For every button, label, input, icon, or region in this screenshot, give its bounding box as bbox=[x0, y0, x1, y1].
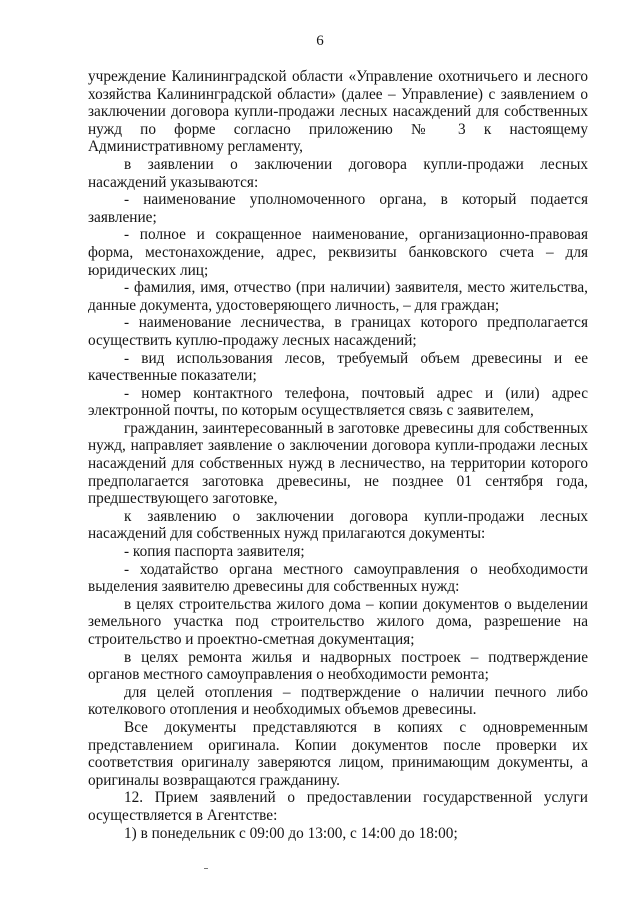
paragraph-continuation: учреждение Калининградской области «Управление охотничьего и лесного хозяйства Калининградской области» (далее – Управление) с заявлением о заключении договора купли-продажи лесных насаждений для собственных нужд по форме согласно приложению № 3 к настоящему Административному регламенту, bbox=[88, 68, 588, 156]
paragraph-house-repair: в целях ремонта жилья и надворных построек – подтверждение органов местного самоуправления о необходимости ремонта; bbox=[88, 648, 588, 684]
paragraph-house-construction: в целях строительства жилого дома – копии документов о выделении земельного участка под строительство жилого дома, разрешение на строительство и проектно-сметная документация; bbox=[88, 595, 588, 648]
list-item-forestry-name: - наименование лесничества, в границах которого предполагается осуществить куплю-продажу лесных насаждений; bbox=[88, 314, 588, 349]
list-item-legal-entity-details: - полное и сокращенное наименование, организационно-правовая форма, местонахождение, адрес, реквизиты банковского счета – для юридических лиц; bbox=[88, 226, 588, 279]
paragraph-application-contents-intro: в заявлении о заключении договора купли-продажи лесных насаждений указываются: bbox=[88, 155, 588, 191]
scan-mark bbox=[204, 868, 208, 869]
paragraph-heating: для целей отопления – подтверждение о наличии печного либо котелкового отопления и необходимых объемов древесины. bbox=[88, 683, 588, 719]
paragraph-document-copies: Все документы представляются в копиях с одновременным представлением оригинала. Копии документов после проверки их соответствия оригиналу заверяются лицом, принимающим документы, а оригиналы возвращаются гражданину. bbox=[88, 718, 588, 789]
list-item-citizen-details: - фамилия, имя, отчество (при наличии) заявителя, место жительства, данные документа, удостоверяющего личность, – для граждан; bbox=[88, 279, 588, 314]
paragraph-attached-documents-intro: к заявлению о заключении договора купли-продажи лесных насаждений для собственных нужд прилагаются документы: bbox=[88, 507, 588, 543]
list-item-passport-copy: - копия паспорта заявителя; bbox=[124, 543, 305, 561]
paragraph-section-12: 12. Прием заявлений о предоставлении государственной услуги осуществляется в Агентстве: bbox=[88, 789, 588, 824]
page-number: 6 bbox=[316, 33, 324, 49]
paragraph-citizen-application: гражданин, заинтересованный в заготовке древесины для собственных нужд, направляет заявление о заключении договора купли-продажи лесных насаждений для собственных нужд в лесничество, на территории которого предполагается заготовка древесины, не позднее 01 сентября года, предшествующего заготовке, bbox=[88, 419, 588, 508]
list-item-contact-info: - номер контактного телефона, почтовый адрес и (или) адрес электронной почты, по которым осуществляется связь с заявителем, bbox=[88, 384, 588, 420]
list-item-forest-use-type: - вид использования лесов, требуемый объем древесины и ее качественные показатели; bbox=[88, 349, 588, 385]
list-item-authority-name: - наименование уполномоченного органа, в который подается заявление; bbox=[88, 191, 588, 226]
document-body bbox=[88, 68, 588, 842]
list-item-monday-hours: 1) в понедельник с 09:00 до 13:00, с 14:00 до 18:00; bbox=[124, 824, 458, 842]
list-item-municipal-petition: - ходатайство органа местного самоуправления о необходимости выделения заявителю древесины для собственных нужд: bbox=[88, 560, 588, 596]
